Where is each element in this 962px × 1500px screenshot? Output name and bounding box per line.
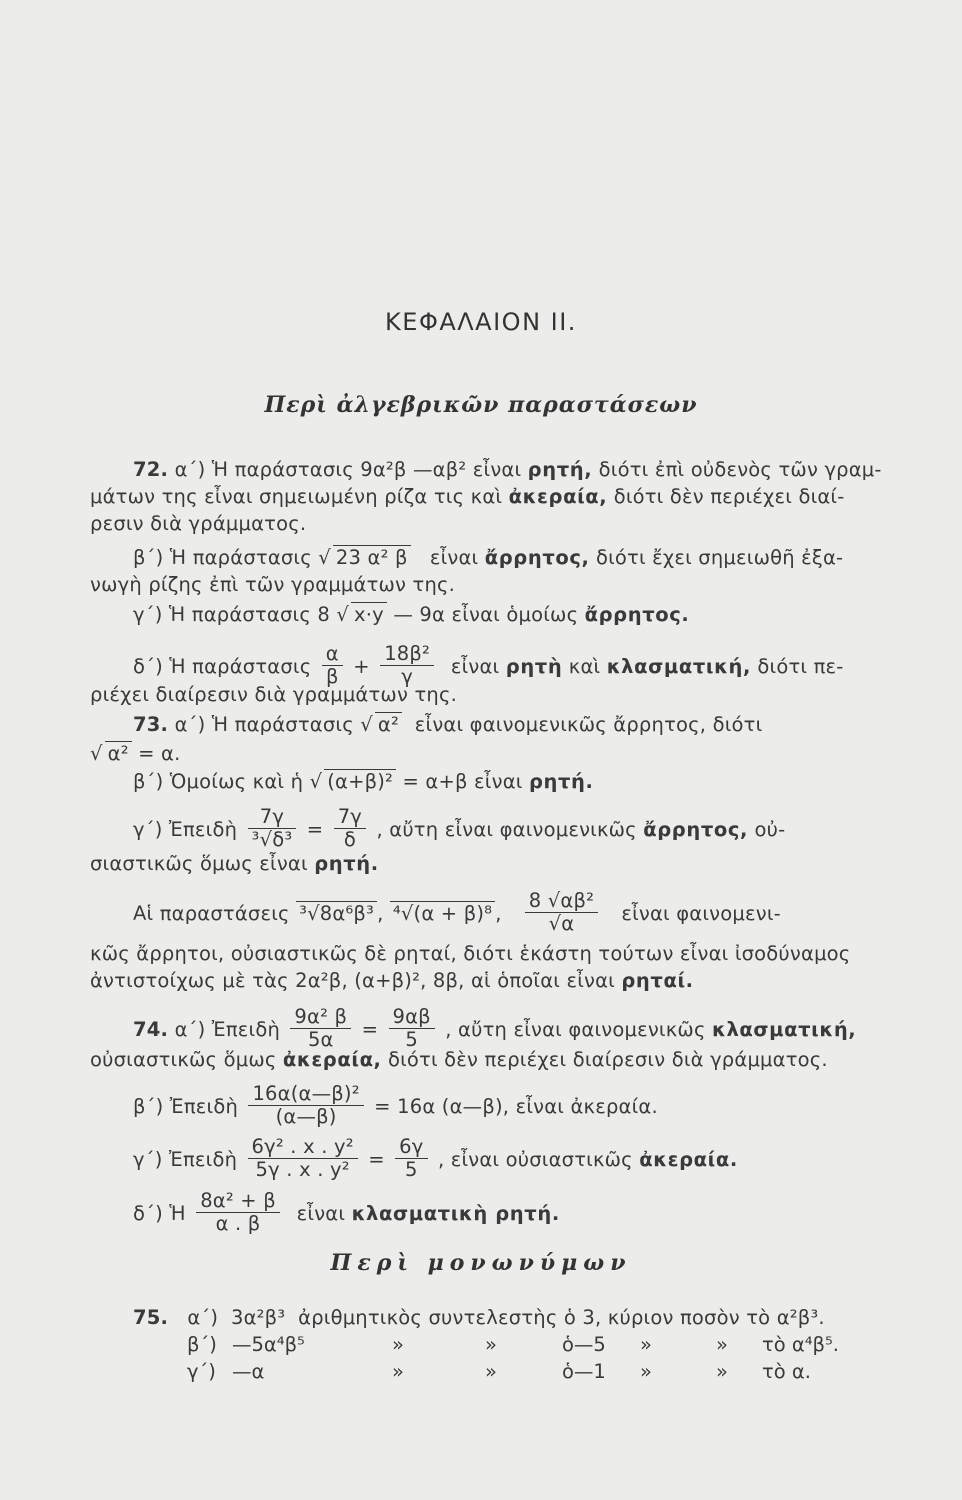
section-title-monomials: Περὶ μονωνύμων [330, 1250, 632, 1276]
p73-line1: 73. α΄) Ἡ παράστασις √ α² εἶναι φαινομενικῶς ἄρρητος, διότι [133, 713, 763, 736]
p72-b-line1: β΄) Ἡ παράστασις √ 23 α² β εἶναι ἄρρητος, διότι ἔχει σημειωθῆ ἐξα- [133, 546, 844, 569]
p72-line1: 72. α΄) Ἡ παράστασις 9α²β —αβ² εἶναι ρητή, διότι ἐπὶ οὐδενὸς τῶν γραμ- [133, 458, 882, 481]
p73-number: 73. [133, 713, 169, 736]
p73-line2: √ α² = α. [90, 742, 181, 765]
p74-line2: οὐσιαστικῶς ὅμως ἀκεραία, διότι δὲν περιέχει διαίρεσιν διὰ γράμματος. [90, 1048, 828, 1071]
section-title-algebraic: Περὶ ἀλγεβρικῶν παραστάσεων [264, 392, 698, 418]
fraction: $\frac{\text{8 √αβ²}}{√\alpha}$ [525, 890, 598, 935]
p72-b-line2: νωγὴ ρίζης ἐπὶ τῶν γραμμάτων της. [90, 573, 456, 596]
p75-row-a: 75. α΄) 3α²β³ ἀριθμητικὸς συντελεστὴς ὁ 3, κύριον ποσὸν τὸ α²β³. [133, 1306, 825, 1329]
radical-expression: x·y [351, 602, 387, 626]
document-page: ΚΕΦΑΛΑΙΟΝ ΙΙ. Περὶ ἀλγεβρικῶν παραστάσεων 72. α΄) Ἡ παράστασις 9α²β —αβ² εἶναι ρητή, διότι ἐπὶ οὐδενὸς τῶν γραμ- μάτων της εἶναι σημειωμένη ρίζα τις καὶ ἀκεραία, διότι δὲν περιέχει διαί- ρεσιν διὰ γράμματος. β΄) Ἡ παράστασις √ 23 α² β εἶναι ἄρρητος, διότι ἔχει σημειωθῆ ἐξα- νωγὴ ρίζης ἐπὶ τῶν γραμμάτων της. γ΄) Ἡ παράστασις 8 √ x·y — 9α εἶναι ὁμοίως ἄρρητος. δ΄) Ἡ παράστασις $\frac{\alpha}{\beta}$ + $\frac{\text{18β²}}{\gamma}$ εἶναι ρητὴ καὶ κλασματική, διότι πε- ριέχει διαίρεσιν διὰ γραμμάτων της. 73. α΄) Ἡ παράστασις √ α² εἶναι φαινομενικῶς ἄρρητος, διότι √ α² = α. β΄) Ὁμοίως καὶ ἡ √ (α+β)² = α+β εἶναι ρητή. γ΄) Ἐπειδὴ $\frac{7\gamma}{\text{³√δ³}}$ = $\frac{7\gamma}{\delta}$ , αὔτη εἶναι φαινομενικῶς ἄρρητος, οὐ- σιαστικῶς ὅμως εἶναι ρητή. Αἱ παραστάσεις ³√8α⁶β³ , ⁴√(α + β)⁸ , $\frac{\text{8 √αβ²}}{√\alpha}$ εἶναι φαινομενι- κῶς ἄρρητοι, οὐσιαστικῶς δὲ ρηταί, διότι ἑκάστη τούτων εἶναι ἰσοδύναμος ἀντιστοίχως μὲ τὰς 2α²β, (α+β)², 8β, αἱ ὁποῖαι εἶναι ρηταί. 74. α΄) Ἐπειδὴ $\frac{\text{9α² β}}{5\alpha}$ = $\frac{9\alpha\beta}{5}$ , αὔτη εἶναι φαινομενικῶς κλασματική, οὐσιαστικῶς ὅμως ἀκεραία, διότι δὲν περιέχει διαίρεσιν διὰ γράμματος. β΄) Ἐπειδὴ $\frac{\text{16α(α—β)²}}{(\alpha—\beta)}$ = 16α (α—β), εἶναι ἀκεραία. γ΄) Ἐπειδὴ $\frac{\text{6γ² . x . y²}}{\text{5γ . x . y²}}$ = $\frac{6\gamma}{5}$ , εἶναι οὐσιαστικῶς ἀκεραία. δ΄) Ἡ $\frac{\text{8α² + β}}{\alpha . \beta}$ εἶναι κλασματικὴ ρητή. Περὶ μονωνύμων 75. α΄) 3α²β³ ἀριθμητικὸς συντελεστὴς ὁ 3, κύριον ποσὸν τὸ α²β³. β΄) —5α⁴β⁵ » » ὁ—5 » » τὸ α⁴β⁵. γ΄) —α » » ὁ—1 » » τὸ α. [0, 0, 962, 1500]
p72-c-line1: γ΄) Ἡ παράστασις 8 √ x·y — 9α εἶναι ὁμοίως ἄρρητος. [133, 603, 690, 626]
p73-d-line3: ἀντιστοίχως μὲ τὰς 2α²β, (α+β)², 8β, αἱ ὁποῖαι εἶναι ρηταί. [90, 969, 694, 992]
p73-c-line2: σιαστικῶς ὅμως εἶναι ρητή. [90, 852, 379, 875]
p74-number: 74. [133, 1018, 169, 1041]
p72-d-line1: δ΄) Ἡ παράστασις $\frac{\alpha}{\beta}$ + $\frac{\text{18β²}}{\gamma}$ εἶναι ρητὴ καὶ κλασματική, διότι πε- [133, 642, 844, 688]
fraction: $\frac{9\alpha\beta}{5}$ [389, 1006, 435, 1051]
p73-c-line1: γ΄) Ἐπειδὴ $\frac{7\gamma}{\text{³√δ³}}$ = $\frac{7\gamma}{\delta}$ , αὔτη εἶναι φαινομενικῶς ἄρρητος, οὐ- [133, 805, 786, 851]
fraction: $\frac{\text{9α² β}}{5\alpha}$ [290, 1006, 351, 1051]
p73-d-line1: Αἱ παραστάσεις ³√8α⁶β³ , ⁴√(α + β)⁸ , $\frac{\text{8 √αβ²}}{√\alpha}$ εἶναι φαινομενι- [133, 889, 781, 935]
p74-line1: 74. α΄) Ἐπειδὴ $\frac{\text{9α² β}}{5\alpha}$ = $\frac{9\alpha\beta}{5}$ , αὔτη εἶναι φαινομενικῶς κλασματική, [133, 1005, 857, 1051]
p72-line3: ρεσιν διὰ γράμματος. [90, 512, 307, 535]
p72-number: 72. [133, 458, 169, 481]
radical-expression: (α+β)² [324, 769, 396, 793]
radical-expression: α² [105, 741, 132, 765]
radical-expression: ³√8α⁶β³ [296, 901, 377, 925]
fraction: $\frac{\text{18β²}}{\gamma}$ [380, 643, 434, 688]
radical-expression: 23 α² β [333, 545, 411, 569]
p73-b-line1: β΄) Ὁμοίως καὶ ἡ √ (α+β)² = α+β εἶναι ρητή. [133, 770, 594, 793]
fraction: $\frac{7\gamma}{\text{³√δ³}}$ [248, 806, 297, 851]
fraction: $\frac{\text{16α(α—β)²}}{(\alpha—\beta)}$ [248, 1083, 363, 1128]
p72-d-line2: ριέχει διαίρεσιν διὰ γραμμάτων της. [90, 683, 457, 706]
fraction: $\frac{\text{8α² + β}}{\alpha . \beta}$ [196, 1190, 280, 1235]
p72-line2: μάτων της εἶναι σημειωμένη ρίζα τις καὶ ἀκεραία, διότι δὲν περιέχει διαί- [90, 485, 845, 508]
radical-expression: α² [375, 712, 402, 736]
p74-d-line1: δ΄) Ἡ $\frac{\text{8α² + β}}{\alpha . \beta}$ εἶναι κλασματικὴ ρητή. [133, 1189, 560, 1235]
p73-d-line2: κῶς ἄρρητοι, οὐσιαστικῶς δὲ ρηταί, διότι ἑκάστη τούτων εἶναι ἰσοδύναμος [90, 942, 851, 965]
fraction: $\frac{\text{6γ² . x . y²}}{\text{5γ . x . y²}}$ [248, 1136, 358, 1181]
p74-b-line1: β΄) Ἐπειδὴ $\frac{\text{16α(α—β)²}}{(\alpha—\beta)}$ = 16α (α—β), εἶναι ἀκεραία. [133, 1082, 658, 1128]
p75-number: 75. [133, 1306, 169, 1329]
chapter-heading: ΚΕΦΑΛΑΙΟΝ ΙΙ. [385, 308, 577, 336]
fraction: $\frac{\alpha}{\beta}$ [322, 643, 343, 688]
fraction: $\frac{7\gamma}{\delta}$ [334, 806, 366, 851]
p74-c-line1: γ΄) Ἐπειδὴ $\frac{\text{6γ² . x . y²}}{\text{5γ . x . y²}}$ = $\frac{6\gamma}{5}$ , εἶναι οὐσιαστικῶς ἀκεραία. [133, 1135, 738, 1181]
fraction: $\frac{6\gamma}{5}$ [395, 1136, 427, 1181]
radical-expression: ⁴√(α + β)⁸ [390, 901, 495, 925]
